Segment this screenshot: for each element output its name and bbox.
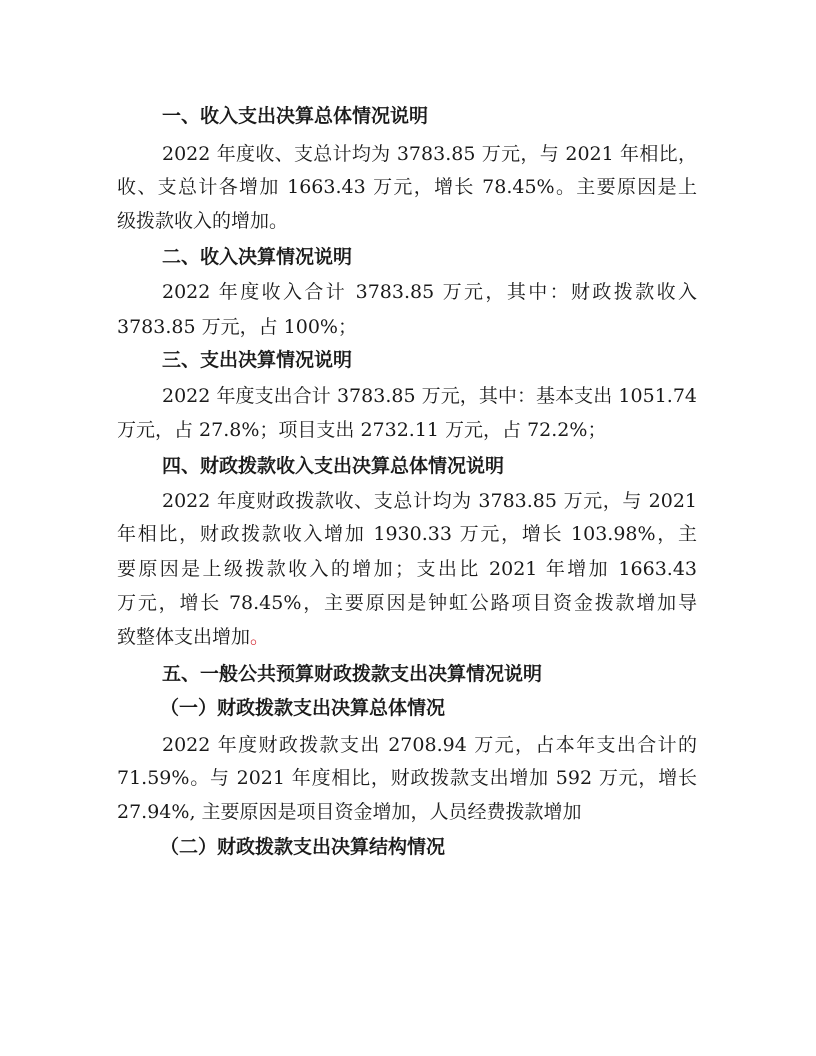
section-5-sub-1-line-2: 71.59%。与 2021 年度相比，财政拨款支出增加 592 万元，增长 xyxy=(117,767,697,789)
section-3-line-1: 2022 年度支出合计 3783.85 万元，其中：基本支出 1051.74 xyxy=(162,385,697,407)
section-5-sub-1-heading: （一）财政拨款支出决算总体情况 xyxy=(160,697,446,719)
section-3-line-2: 万元，占 27.8%；项目支出 2732.11 万元，占 72.2%； xyxy=(117,419,607,441)
section-1-line-1: 2022 年度收、支总计均为 3783.85 万元，与 2021 年相比， xyxy=(162,143,697,165)
section-5-sub-1-line-1: 2022 年度财政拨款支出 2708.94 万元，占本年支出合计的 xyxy=(162,734,697,756)
red-period-mark: 。 xyxy=(250,626,270,648)
section-5-sub-1-line-3: 27.94%, 主要原因是项目资金增加，人员经费拨款增加 xyxy=(117,801,582,823)
section-1-line-3: 级拨款收入的增加。 xyxy=(117,210,289,232)
section-4-heading: 四、财政拨款收入支出决算总体情况说明 xyxy=(162,455,505,477)
section-2-line-2: 3783.85 万元，占 100%； xyxy=(117,316,357,338)
section-5-sub-2-heading: （二）财政拨款支出决算结构情况 xyxy=(160,836,446,858)
section-5-heading: 五、一般公共预算财政拨款支出决算情况说明 xyxy=(162,663,543,685)
section-4-line-5 xyxy=(117,625,697,649)
section-3-heading: 三、支出决算情况说明 xyxy=(162,349,353,371)
section-4-line-5-text: 致整体支出增加 xyxy=(117,626,251,648)
section-2-heading: 二、收入决算情况说明 xyxy=(162,246,353,268)
section-4-line-2: 年相比，财政拨款收入增加 1930.33 万元，增长 103.98%，主 xyxy=(117,523,697,545)
section-4-line-1: 2022 年度财政拨款收、支总计均为 3783.85 万元，与 2021 xyxy=(162,490,697,512)
section-1-line-2: 收、支总计各增加 1663.43 万元，增长 78.45%。主要原因是上 xyxy=(117,176,697,198)
section-2-line-1: 2022 年度收入合计 3783.85 万元，其中：财政拨款收入 xyxy=(162,281,697,303)
section-4-line-4: 万元，增长 78.45%，主要原因是钟虹公路项目资金拨款增加导 xyxy=(117,592,697,614)
section-1-heading: 一、收入支出决算总体情况说明 xyxy=(162,105,429,127)
section-4-line-3: 要原因是上级拨款收入的增加；支出比 2021 年增加 1663.43 xyxy=(117,558,697,580)
